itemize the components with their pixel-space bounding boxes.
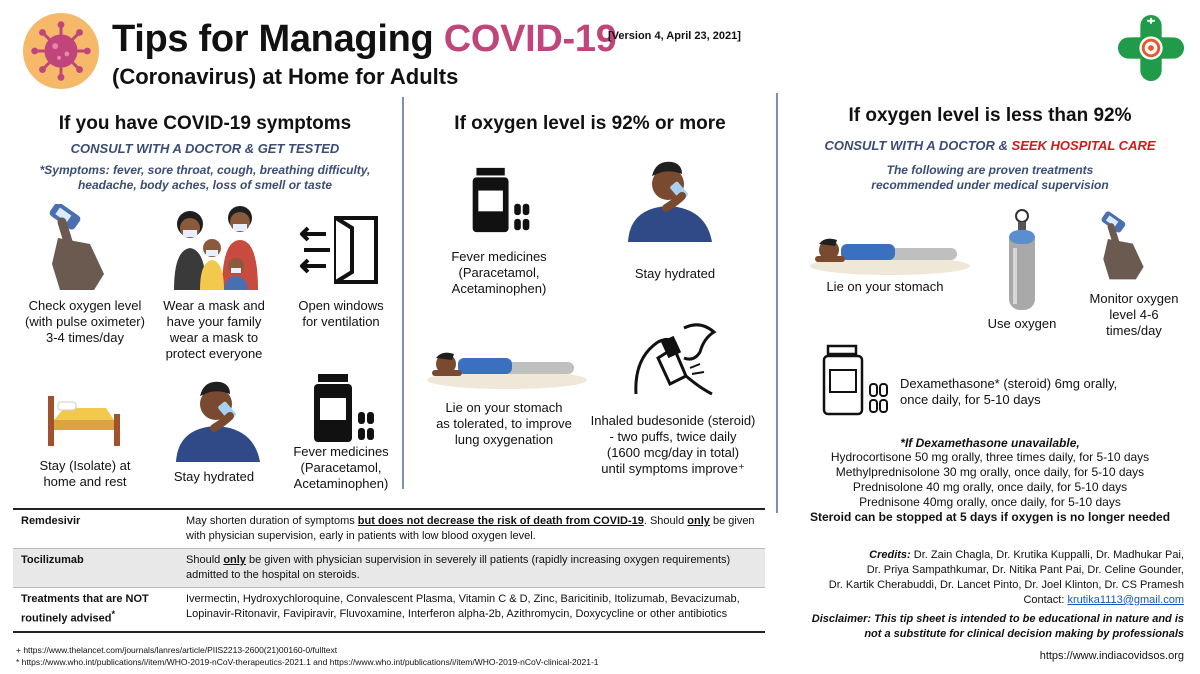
- medicine-bottle-icon: [820, 344, 890, 416]
- table-key: Remdesivir: [13, 509, 178, 549]
- drinking-person-icon: [622, 156, 718, 242]
- caption-line: Stay (Isolate) at: [39, 458, 131, 473]
- caption-line: Fever medicines: [451, 249, 547, 264]
- prone-person-icon: [800, 226, 980, 276]
- table-key: [13, 588, 178, 632]
- drinking-person-icon: [170, 376, 266, 462]
- caption-line: times/day: [1106, 323, 1162, 338]
- proven-line: recommended under medical supervision: [871, 178, 1109, 192]
- middle-heading: If oxygen level is 92% or more: [454, 113, 726, 134]
- caption-line: (Paracetamol,: [458, 265, 540, 280]
- value-text: be given with physician supervision, early in patients with low blood oxygen level.: [186, 515, 755, 542]
- table-value: [178, 509, 765, 549]
- table-row: [13, 509, 765, 549]
- logo-icon: [1117, 14, 1185, 82]
- pulse-oximeter-icon: [40, 204, 120, 290]
- tip-caption: [282, 444, 400, 492]
- caption-line: wear a mask to: [169, 330, 259, 345]
- caption-line: until symptoms improve⁺: [601, 461, 745, 476]
- symptoms-line: *Symptoms: fever, sore throat, cough, breathing difficulty,: [39, 163, 371, 177]
- family-mask-icon: [160, 200, 268, 290]
- alternative-line: Hydrocortisone 50 mg orally, three times daily, for 5-10 days: [830, 450, 1150, 464]
- tip-caption: Stay hydrated: [173, 469, 255, 484]
- alternative-line: Prednisone 40mg orally, once daily, for 5-10 days: [859, 495, 1121, 509]
- left-consult: CONSULT WITH A DOCTOR & GET TESTED: [70, 141, 340, 156]
- reference-line[interactable]: + https://www.thelancet.com/journals/lanres/article/PIIS2213-2600(21)00160-0/fulltext: [16, 645, 338, 655]
- credits-block: [790, 548, 1184, 608]
- tip-caption: [424, 249, 574, 297]
- contact-label: Contact:: [1023, 594, 1068, 606]
- alternative-line: Prednisolone 40 mg orally, once daily, for 5-10 days: [852, 480, 1128, 494]
- value-text: May shorten duration of symptoms: [186, 515, 358, 527]
- caption-line: Acetaminophen): [451, 281, 547, 296]
- medicine-bottle-icon: [470, 166, 532, 234]
- value-text: be given with physician supervision in severely ill patients (rapidly increasing oxygen requirements) admitted to the hospital on steroids.: [186, 554, 731, 581]
- virus-icon: [22, 12, 100, 90]
- table-row: [13, 588, 765, 632]
- value-text: Should: [186, 554, 224, 566]
- tip-caption: [10, 458, 160, 490]
- caption-line: Monitor oxygen: [1089, 291, 1179, 306]
- credits-line: Dr. Kartik Cherabuddi, Dr. Lancet Pinto, Dr. Joel Klinton, Dr. CS Pramesh: [828, 579, 1184, 591]
- title-highlight: COVID-19: [443, 18, 617, 60]
- column-divider-left: [402, 97, 404, 489]
- table-value: Ivermectin, Hydroxychloroquine, Convalescent Plasma, Vitamin C & D, Zinc, Baricitinib, Itolizumab, Bevacizumab, Lopinavir-Ritonavir, Favipiravir, Fluvoxamine, Interferon alpha-2b, Azithromycin, Doxycycline or other antibiotics: [178, 588, 765, 632]
- website-link[interactable]: https://www.indiacovidsos.org: [1039, 650, 1184, 662]
- tip-caption: [414, 400, 594, 448]
- dexamethasone-line: Dexamethasone* (steroid) 6mg orally,: [900, 376, 1118, 391]
- credits-line: Dr. Zain Chagla, Dr. Krutika Kuppalli, Dr. Madhukar Pai,: [913, 549, 1184, 561]
- references: [16, 644, 599, 668]
- treatments-table: [13, 508, 765, 633]
- caption-line: Wear a mask and: [163, 298, 265, 313]
- proven-line: The following are proven treatments: [886, 163, 1094, 177]
- symptoms-line: headache, body aches, loss of smell or taste: [77, 178, 333, 192]
- inhaler-icon: [630, 318, 720, 400]
- bed-icon: [44, 386, 124, 450]
- credits-line: Dr. Priya Sampathkumar, Dr. Nitika Pant Pai, Dr. Celine Gounder,: [866, 564, 1184, 576]
- disclaimer-line: not a substitute for clinical decision making by professionals: [864, 628, 1184, 640]
- tip-caption: [578, 413, 768, 477]
- disclaimer: [790, 612, 1184, 642]
- right-heading: If oxygen level is less than 92%: [848, 105, 1132, 126]
- tip-caption: [158, 298, 270, 362]
- caption-line: lung oxygenation: [454, 432, 554, 447]
- right-consult: [780, 138, 1200, 153]
- caption-line: - two puffs, twice daily: [609, 429, 737, 444]
- proven-note: [780, 163, 1200, 193]
- credits-label: Credits:: [869, 549, 911, 561]
- alternatives-block: [780, 436, 1200, 524]
- caption-line: Acetaminophen): [293, 476, 389, 491]
- reference-line[interactable]: * https://www.who.int/publications/i/item/WHO-2019-nCoV-therapeutics-2021.1 and https://www.who.int/publications/i/item/WHO-2019-nCoV-clinical-2021-1: [16, 657, 599, 667]
- disclaimer-line: Disclaimer: This tip sheet is intended to be educational in nature and is: [811, 613, 1184, 625]
- table-value: [178, 549, 765, 588]
- caption-line: (Paracetamol,: [300, 460, 382, 475]
- caption-line: Fever medicines: [293, 444, 389, 459]
- tip-caption: Use oxygen: [987, 316, 1057, 331]
- oxygen-cylinder-icon: [1004, 208, 1040, 312]
- open-window-icon: [300, 214, 380, 286]
- page-title: [112, 18, 617, 61]
- caption-line: Inhaled budesonide (steroid): [590, 413, 756, 428]
- dexamethasone-text: [900, 376, 1190, 408]
- page-subtitle: (Coronavirus) at Home for Adults: [112, 64, 459, 89]
- value-emphasis: only: [223, 554, 246, 566]
- dexamethasone-line: once daily, for 5-10 days: [900, 392, 1041, 407]
- alternatives-title: *If Dexamethasone unavailable,: [900, 436, 1080, 450]
- seek-hospital-text: SEEK HOSPITAL CARE: [1011, 138, 1156, 153]
- tip-caption: [10, 298, 160, 346]
- value-text: . Should: [643, 515, 688, 527]
- caption-line: Check oxygen level: [28, 298, 142, 313]
- table-row: [13, 549, 765, 588]
- left-heading: If you have COVID-19 symptoms: [58, 113, 352, 134]
- column-divider-right: [776, 93, 778, 513]
- value-emphasis: only: [687, 515, 710, 527]
- pulse-oximeter-icon: [1094, 210, 1156, 282]
- caption-line: (1600 mcg/day in total): [606, 445, 740, 460]
- version-label: [Version 4, April 23, 2021]: [608, 30, 741, 42]
- symptoms-note: [10, 163, 400, 193]
- steroid-stop-note: Steroid can be stopped at 5 days if oxygen is no longer needed: [809, 510, 1171, 524]
- tip-caption: Stay hydrated: [634, 266, 716, 281]
- title-main: Tips for Managing: [112, 18, 434, 60]
- value-emphasis: but does not decrease the risk of death from COVID-19: [357, 515, 644, 527]
- consult-doctor-text: CONSULT WITH A DOCTOR &: [824, 138, 1012, 153]
- caption-line: as tolerated, to improve: [436, 416, 572, 431]
- tip-caption: [282, 298, 400, 330]
- contact-email-link[interactable]: krutika1113@gmail.com: [1067, 594, 1184, 606]
- key-footnote-mark: *: [111, 609, 116, 619]
- medicine-bottle-icon: [312, 372, 376, 444]
- caption-line: level 4-6: [1109, 307, 1159, 322]
- alternative-line: Methylprednisolone 30 mg orally, once daily, for 5-10 days: [835, 465, 1145, 479]
- caption-line: home and rest: [43, 474, 127, 489]
- caption-line: Open windows: [298, 298, 384, 313]
- prone-person-icon: [424, 340, 590, 390]
- tip-caption: Lie on your stomach: [826, 279, 944, 294]
- tip-caption: [1074, 291, 1194, 339]
- table-key: Tocilizumab: [13, 549, 178, 588]
- key-text: Treatments that are NOT routinely advised: [21, 593, 149, 625]
- caption-line: 3-4 times/day: [45, 330, 125, 345]
- caption-line: (with pulse oximeter): [25, 314, 145, 329]
- caption-line: for ventilation: [302, 314, 380, 329]
- caption-line: Lie on your stomach: [445, 400, 563, 415]
- caption-line: have your family: [166, 314, 262, 329]
- caption-line: protect everyone: [165, 346, 263, 361]
